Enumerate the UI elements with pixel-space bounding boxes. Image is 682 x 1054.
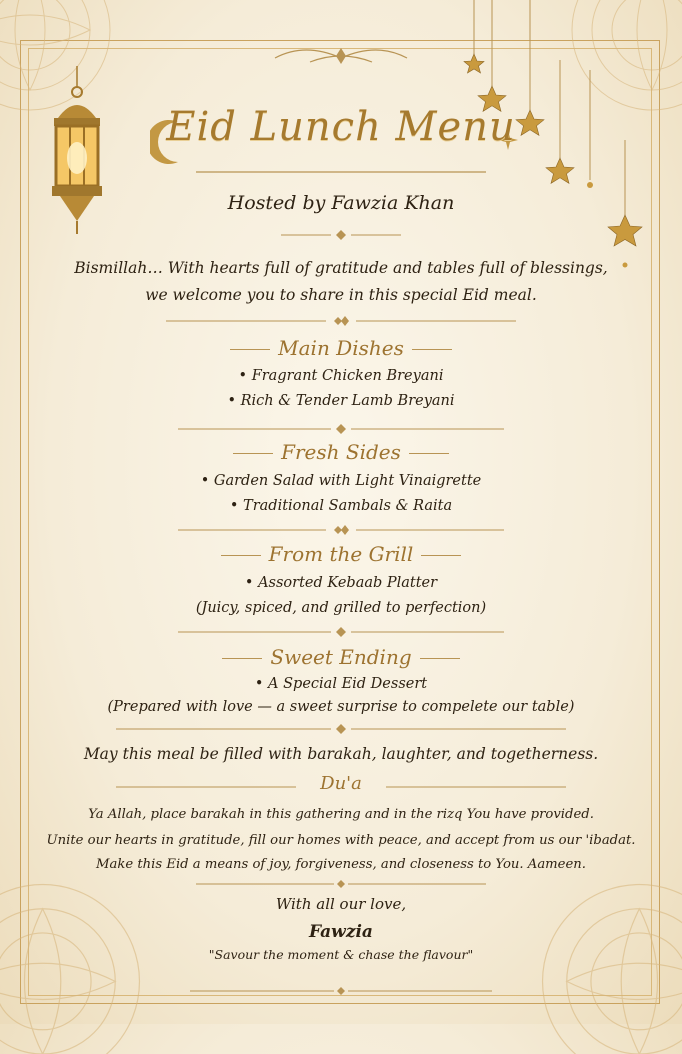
signature-name: Fawzia — [309, 922, 373, 942]
closing-wish: May this meal be filled with barakah, laughter, and togetherness. — [83, 745, 599, 763]
menu-item: • Fragrant Chicken Breyani — [238, 368, 444, 384]
intro-text — [0, 255, 682, 309]
dua-title: Du'a — [320, 773, 362, 794]
title-underline — [196, 168, 486, 176]
title-dash — [221, 555, 261, 556]
title-dash — [409, 453, 449, 454]
intro-line-1: Bismillah… With hearts full of gratitude and tables full of blessings, — [74, 259, 608, 277]
section-title-sweet-ending — [0, 645, 682, 669]
intro-line-2: we welcome you to share in this special Eid meal. — [145, 286, 537, 304]
menu-item-note: (Prepared with love — a sweet surprise to compelete our table) — [107, 699, 575, 715]
menu-item: • Traditional Sambals & Raita — [229, 498, 453, 514]
section-divider — [0, 877, 682, 891]
title-dash — [420, 658, 460, 659]
dua-line-3: Make this Eid a means of joy, forgiveness, and closeness to You. Aameen. — [96, 857, 586, 872]
top-flourish-icon — [270, 40, 412, 70]
title-dash — [222, 658, 262, 659]
section-title-text: Main Dishes — [278, 336, 404, 360]
host-line: Hosted by Fawzia Khan — [227, 192, 455, 214]
section-title-text: From the Grill — [268, 542, 414, 566]
title-dash — [230, 349, 270, 350]
menu-item: • Rich & Tender Lamb Breyani — [227, 393, 455, 409]
signoff-line: With all our love, — [275, 895, 407, 913]
dua-line-1: Ya Allah, place barakah in this gathering and in the rizq You have provided. — [88, 807, 594, 822]
section-title-main-dishes — [0, 336, 682, 360]
menu-item: • Assorted Kebaab Platter — [244, 575, 438, 591]
section-title-from-the-grill — [0, 542, 682, 566]
ornamental-divider — [0, 228, 682, 242]
page-title: Eid Lunch Menu — [166, 104, 516, 150]
title-dash — [421, 555, 461, 556]
title-dash — [412, 349, 452, 350]
section-title-text: Fresh Sides — [281, 440, 401, 464]
section-divider — [0, 722, 682, 736]
tagline: "Savour the moment & chase the flavour" — [208, 947, 474, 962]
bottom-divider — [0, 984, 682, 998]
section-title-text: Sweet Ending — [270, 645, 412, 669]
section-title-fresh-sides — [0, 440, 682, 464]
menu-item: • A Special Eid Dessert — [254, 676, 428, 692]
title-dash — [233, 453, 273, 454]
menu-item: • Garden Salad with Light Vinaigrette — [200, 473, 482, 489]
dua-line-2: Unite our hearts in gratitude, fill our homes with peace, and accept from us our 'ibadat. — [46, 833, 636, 848]
section-divider — [0, 625, 682, 639]
menu-item-note: (Juicy, spiced, and grilled to perfection) — [195, 600, 487, 616]
section-divider — [0, 314, 682, 328]
section-divider — [0, 523, 682, 537]
section-divider — [0, 422, 682, 436]
